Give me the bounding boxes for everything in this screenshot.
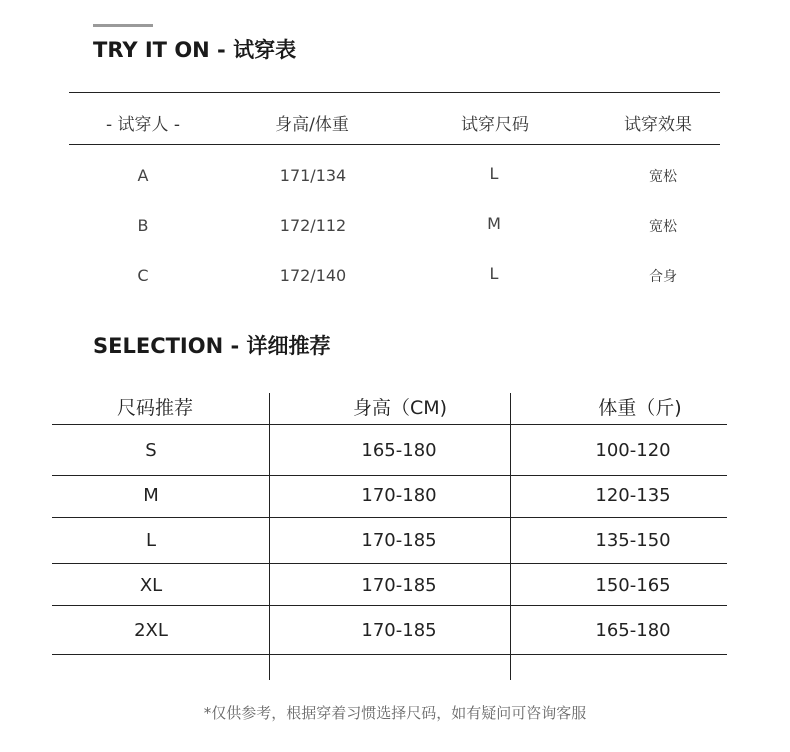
header-tester: - 试穿人 -	[105, 115, 181, 135]
fit: 合身	[649, 269, 677, 285]
try-on-table	[0, 0, 790, 300]
height-range: 170-185	[361, 530, 437, 551]
fit: 宽松	[649, 169, 677, 185]
height-weight: 171/134	[279, 166, 347, 185]
size-label: 2XL	[134, 620, 168, 641]
height-range: 170-185	[361, 620, 437, 641]
row-rule	[52, 605, 727, 606]
table-row	[0, 216, 790, 238]
tester-name: C	[137, 266, 149, 285]
table-header-rule	[69, 144, 720, 145]
try-on-title: TRY IT ON - 试穿表	[93, 38, 297, 62]
size: L	[489, 164, 499, 183]
row-rule	[52, 517, 727, 518]
height-range: 170-185	[361, 575, 437, 596]
height-weight: 172/140	[279, 266, 347, 285]
table-row	[0, 530, 790, 554]
table-row	[0, 440, 790, 464]
header-height-weight: 身高/体重	[275, 115, 349, 135]
header-height-cm: 身高（CM)	[352, 397, 448, 419]
row-rule	[52, 424, 727, 425]
table-row	[0, 485, 790, 509]
size: M	[487, 214, 501, 233]
size-label: XL	[139, 575, 163, 596]
row-rule	[52, 475, 727, 476]
size-label: L	[145, 530, 157, 551]
header-fit: 试穿效果	[624, 115, 692, 135]
height-weight: 172/112	[279, 216, 347, 235]
weight-range: 100-120	[595, 440, 671, 461]
height-range: 165-180	[361, 440, 437, 461]
fit: 宽松	[649, 219, 677, 235]
weight-range: 165-180	[595, 620, 671, 641]
table-row	[0, 575, 790, 599]
table-row	[0, 620, 790, 644]
weight-range: 120-135	[595, 485, 671, 506]
tester-name: B	[137, 216, 149, 235]
size-label: M	[143, 485, 159, 506]
weight-range: 135-150	[595, 530, 671, 551]
height-range: 170-180	[361, 485, 437, 506]
header-size: 试穿尺码	[461, 115, 529, 135]
table-row	[0, 266, 790, 288]
weight-range: 150-165	[595, 575, 671, 596]
tester-name: A	[137, 166, 149, 185]
table-top-rule	[69, 92, 720, 93]
size: L	[489, 264, 499, 283]
header-size-recommend: 尺码推荐	[116, 397, 193, 419]
selection-title: SELECTION - 详细推荐	[93, 334, 331, 358]
size-label: S	[145, 440, 157, 461]
reference-note: *仅供参考，根据穿着习惯选择尺码，如有疑问可咨询客服	[203, 704, 587, 722]
table-row	[0, 166, 790, 188]
selection-table	[0, 380, 790, 690]
row-rule	[52, 563, 727, 564]
header-weight-jin: 体重（斤)	[598, 397, 682, 419]
row-rule	[52, 654, 727, 655]
